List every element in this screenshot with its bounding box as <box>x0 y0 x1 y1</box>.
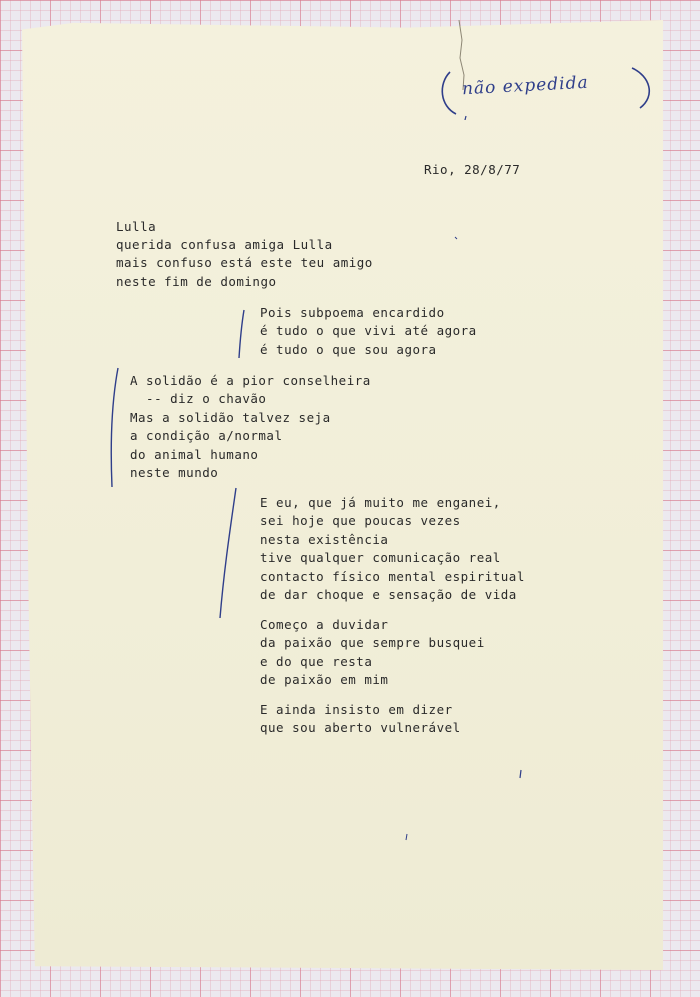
poem-line: nesta existência <box>260 531 389 547</box>
poem-line: E eu, que já muito me enganei, <box>260 495 501 510</box>
poem-line: é tudo o que sou agora <box>260 341 437 357</box>
stanza-1 <box>260 304 477 359</box>
poem-line: a condição a/normal <box>130 428 283 444</box>
opening-line: mais confuso está este teu amigo <box>116 255 373 271</box>
poem-line: que sou aberto vulnerável <box>260 720 461 736</box>
poem-line: A solidão é a pior conselheira <box>130 373 371 388</box>
poem-line: do animal humano <box>130 446 259 462</box>
poem-line: neste mundo <box>130 465 219 481</box>
poem-line: da paixão que sempre busquei <box>260 635 485 651</box>
poem-line: contacto físico mental espiritual <box>260 568 525 584</box>
letter-greeting: Lulla <box>116 219 157 234</box>
stanza-3 <box>260 494 525 604</box>
poem-line: Mas a solidão talvez seja <box>130 409 331 425</box>
opening-line: querida confusa amiga Lulla <box>116 237 333 252</box>
poem-line: sei hoje que poucas vezes <box>260 513 461 529</box>
poem-line: tive qualquer comunicação real <box>260 550 501 566</box>
poem-line: E ainda insisto em dizer <box>260 702 453 717</box>
poem-line: é tudo o que vivi até agora <box>260 323 477 339</box>
opening-block <box>116 236 373 291</box>
stanza-2 <box>130 372 371 482</box>
poem-line: e do que resta <box>260 653 373 669</box>
stanza-4 <box>260 616 485 690</box>
handwritten-annotation: não expedida <box>461 72 590 100</box>
poem-line: -- diz o chavão <box>130 391 267 407</box>
poem-line: Começo a duvidar <box>260 617 389 632</box>
poem-line: de dar choque e sensação de vida <box>260 587 517 603</box>
poem-line: de paixão em mim <box>260 672 389 688</box>
opening-line: neste fim de domingo <box>116 273 277 289</box>
stanza-5 <box>260 701 461 738</box>
poem-line: Pois subpoema encardido <box>260 305 445 320</box>
letter-date: Rio, 28/8/77 <box>424 162 521 177</box>
